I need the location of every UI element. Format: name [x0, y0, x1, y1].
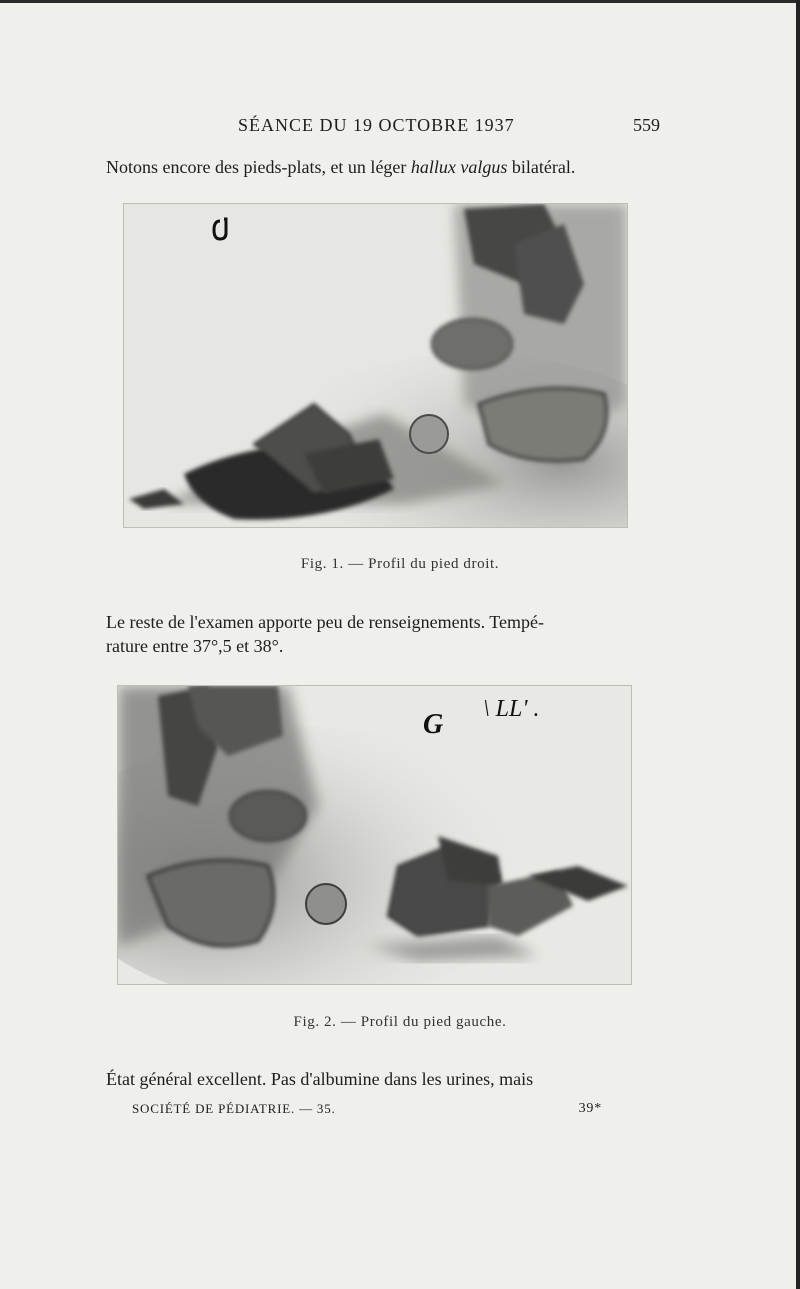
- figure-1-image: [124, 204, 627, 527]
- figure-1-radiograph: [123, 203, 628, 528]
- figure-2-radiograph: [117, 685, 632, 985]
- paragraph-1-end: bilatéral.: [507, 157, 576, 177]
- paragraph-3-line-1: État général excellent. Pas d'albumine dans les urines, mais: [106, 1069, 534, 1089]
- page-right-edge: [796, 0, 800, 1289]
- figure-2-caption: Fig. 2. — Profil du pied gauche.: [293, 1014, 507, 1030]
- running-head: SÉANCE DU 19 OCTOBRE 1937: [238, 115, 515, 135]
- page-header: [108, 113, 660, 139]
- paragraph-1: [106, 155, 662, 179]
- page-top-edge: [0, 0, 800, 3]
- paragraph-1-italic: hallux valgus: [410, 157, 508, 177]
- paragraph-2-line-2: rature entre 37°,5 et 38°.: [106, 636, 284, 656]
- figure-2-image: [118, 686, 631, 984]
- paragraph-1-text: Notons encore des pieds-plats, et un léger: [106, 157, 411, 177]
- page-number: 559: [633, 115, 660, 135]
- page-footer: [132, 1101, 602, 1117]
- footer-signature-mark: SOCIÉTÉ DE PÉDIATRIE. — 35.: [132, 1101, 336, 1116]
- paragraph-2-line-1: Le reste de l'examen apporte peu de renseignements. Tempé-: [106, 612, 544, 632]
- footer-sheet-number: 39*: [578, 1101, 602, 1116]
- figure-2-marker: G: [423, 709, 444, 740]
- figure-1-caption: Fig. 1. — Profil du pied droit.: [300, 556, 500, 572]
- figure-2-marker-extra: \ LL' .: [483, 696, 540, 722]
